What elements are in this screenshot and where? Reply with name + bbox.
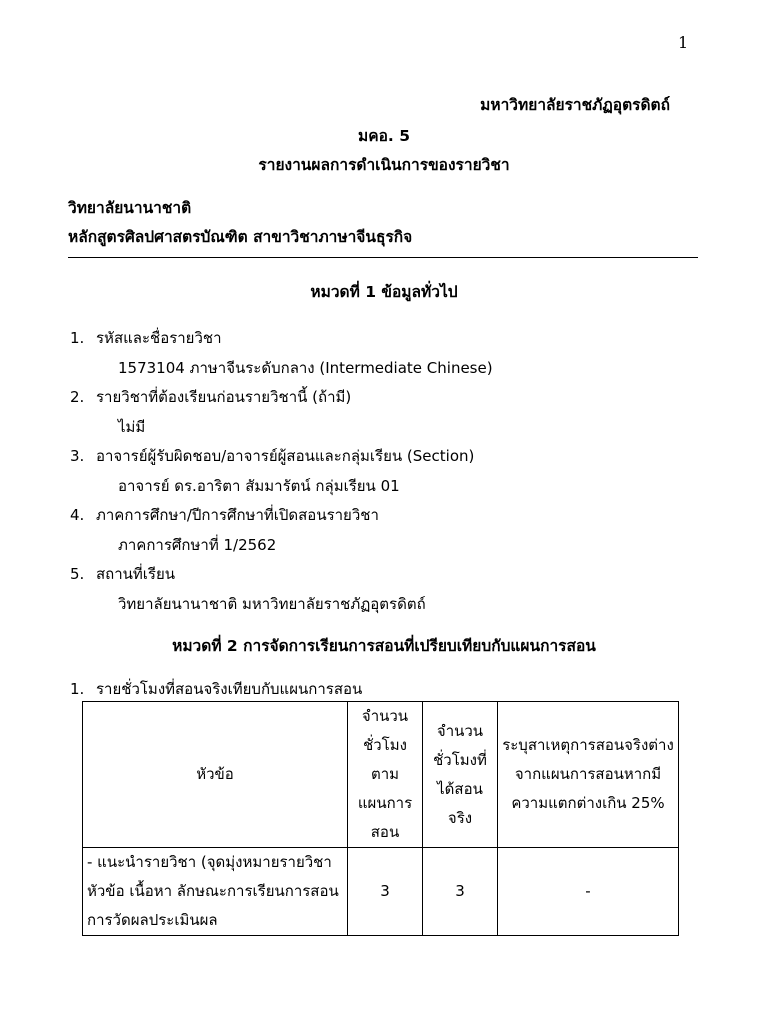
header-reason: ระบุสาเหตุการสอนจริงต่างจากแผนการสอนหากมีความแตกต่างเกิน 25% <box>498 702 679 848</box>
form-code: มคอ. 5 <box>358 127 410 145</box>
item-value: ภาคการศึกษาที่ 1/2562 <box>118 535 277 554</box>
list-item <box>70 383 710 442</box>
general-info-list <box>70 324 710 619</box>
item-value: ไม่มี <box>118 417 146 436</box>
table-header-row <box>83 702 679 848</box>
header-divider <box>68 257 698 258</box>
table-row <box>83 848 679 936</box>
header-actual-hours: จำนวนชั่วโมงที่ได้สอนจริง <box>423 702 498 848</box>
item-label: รหัสและชื่อรายวิชา <box>96 329 222 347</box>
list-item <box>70 560 710 619</box>
item-number: 2. <box>70 388 85 406</box>
header-planned-hours: จำนวนชั่วโมงตามแผนการสอน <box>348 702 423 848</box>
hours-comparison-label <box>70 677 362 701</box>
item-label: ภาคการศึกษา/ปีการศึกษาที่เปิดสอนรายวิชา <box>96 506 379 524</box>
item-value: 1573104 ภาษาจีนระดับกลาง (Intermediate Chinese) <box>118 358 493 377</box>
cell-topic: - แนะนำรายวิชา (จุดมุ่งหมายรายวิชา หัวข้อ เนื้อหา ลักษณะการเรียนการสอน การวัดผลประเมินผล <box>83 848 348 936</box>
page-number: 1 <box>678 33 689 52</box>
college-name: วิทยาลัยนานาชาติ <box>68 199 192 217</box>
item-number: 5. <box>70 565 85 583</box>
item-label: สถานที่เรียน <box>96 565 176 583</box>
cell-planned: 3 <box>348 848 423 936</box>
report-title: รายงานผลการดำเนินการของรายวิชา <box>258 156 510 174</box>
item-number: 4. <box>70 506 85 524</box>
section2-heading: หมวดที่ 2 การจัดการเรียนการสอนที่เปรียบเทียบกับแผนการสอน <box>172 637 596 655</box>
item-number: 1. <box>70 329 85 347</box>
hours-comparison-table <box>82 701 679 936</box>
cell-reason: - <box>498 848 679 936</box>
list-item <box>70 442 710 501</box>
item-label: รายวิชาที่ต้องเรียนก่อนรายวิชานี้ (ถ้ามี) <box>96 388 352 406</box>
list-item <box>70 501 710 560</box>
item-value: วิทยาลัยนานาชาติ มหาวิทยาลัยราชภัฏอุตรดิตถ์ <box>118 594 426 613</box>
item-number: 1. <box>70 680 85 698</box>
section1-heading: หมวดที่ 1 ข้อมูลทั่วไป <box>310 283 458 301</box>
item-label: รายชั่วโมงที่สอนจริงเทียบกับแผนการสอน <box>96 680 363 698</box>
list-item <box>70 324 710 383</box>
item-number: 3. <box>70 447 85 465</box>
header-topic: หัวข้อ <box>83 702 348 848</box>
program-name: หลักสูตรศิลปศาสตรบัณฑิต สาขาวิชาภาษาจีนธุรกิจ <box>68 228 413 246</box>
item-value: อาจารย์ ดร.อาริตา สัมมารัตน์ กลุ่มเรียน 01 <box>118 476 400 495</box>
university-name: มหาวิทยาลัยราชภัฏอุตรดิตถ์ <box>480 96 670 114</box>
cell-actual: 3 <box>423 848 498 936</box>
item-label: อาจารย์ผู้รับผิดชอบ/อาจารย์ผู้สอนและกลุ่มเรียน (Section) <box>96 447 475 465</box>
